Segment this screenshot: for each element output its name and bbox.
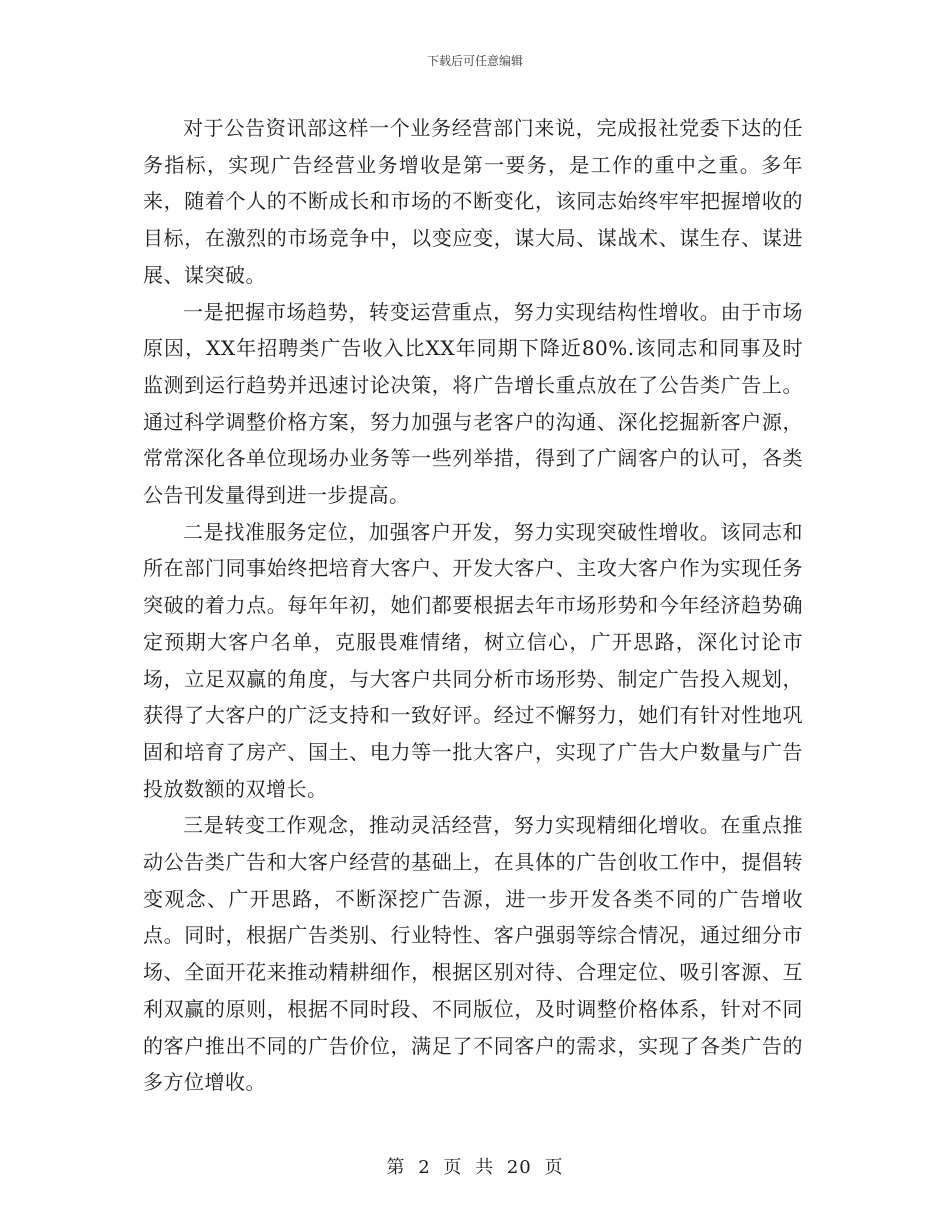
- document-body: [143, 110, 803, 1101]
- page-header: 下载后可任意编辑: [426, 54, 523, 68]
- page-number-footer: 第 2 页 共 20 页: [386, 1157, 564, 1178]
- paragraph-point-2: 二是找准服务定位，加强客户开发，努力实现突破性增收。该同志和所在部门同事始终把培育大客户、开发大客户、主攻大客户作为实现任务突破的着力点。每年年初，她们都要根据去年市场形势和今年经济趋势确定预期大客户名单，克服畏难情绪，树立信心，广开思路，深化讨论市场，立足双赢的角度，与大客户共同分析市场形势、制定广告投入规划，获得了大客户的广泛支持和一致好评。经过不懈努力，她们有针对性地巩固和培育了房产、国土、电力等一批大客户，实现了广告大户数量与广告投放数额的双增长。: [143, 519, 803, 801]
- paragraph-point-1: 一是把握市场趋势，转变运营重点，努力实现结构性增收。由于市场原因，XX年招聘类广告收入比XX年同期下降近80%.该同志和同事及时监测到运行趋势并迅速讨论决策，将广告增长重点放在了公告类广告上。通过科学调整价格方案，努力加强与老客户的沟通、深化挖掘新客户源，常常深化各单位现场办业务等一些列举措，得到了广阔客户的认可，各类公告刊发量得到进一步提高。: [143, 299, 803, 508]
- paragraph-intro: 对于公告资讯部这样一个业务经营部门来说，完成报社党委下达的任务指标，实现广告经营业务增收是第一要务，是工作的重中之重。多年来，随着个人的不断成长和市场的不断变化，该同志始终牢牢把握增收的目标，在激烈的市场竞争中，以变应变，谋大局、谋战术、谋生存、谋进展、谋突破。: [143, 116, 803, 287]
- paragraph-point-3: 三是转变工作观念，推动灵活经营，努力实现精细化增收。在重点推动公告类广告和大客户经营的基础上，在具体的广告创收工作中，提倡转变观念、广开思路，不断深挖广告源，进一步开发各类不同的广告增收点。同时，根据广告类别、行业特性、客户强弱等综合情况，通过细分市场、全面开花来推动精耕细作，根据区别对待、合理定位、吸引客源、互利双赢的原则，根据不同时段、不同版位，及时调整价格体系，针对不同的客户推出不同的广告价位，满足了不同客户的需求，实现了各类广告的多方位增收。: [143, 813, 803, 1095]
